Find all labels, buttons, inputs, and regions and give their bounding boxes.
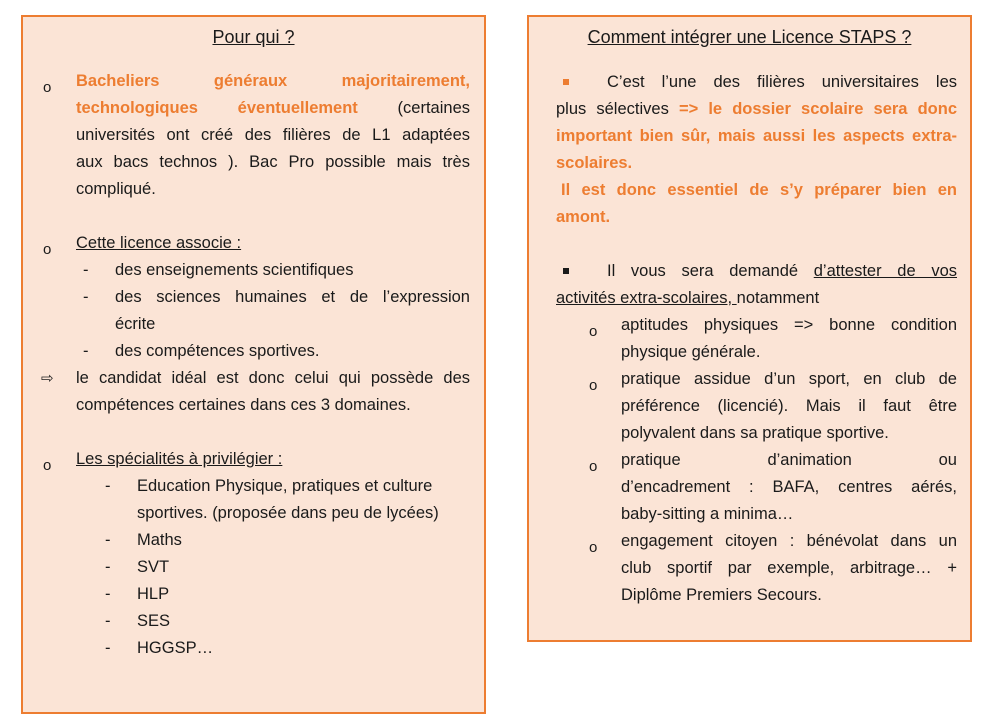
specialite-item: Education Physique, pratiques et culture <box>137 477 433 495</box>
circle-bullet-icon: o <box>43 241 52 258</box>
specialite-item: HLP <box>137 585 170 603</box>
dash-bullet-icon: - <box>83 288 89 306</box>
item2-sub: des compétences sportives. <box>115 342 320 360</box>
item2-sub: des sciences humaines et de l’expression <box>115 288 470 306</box>
item2-sub: écrite <box>115 315 156 333</box>
specialite-item: SVT <box>137 558 170 576</box>
dash-bullet-icon: - <box>105 477 111 495</box>
item1-line3: universités ont créé des filières de L1 adaptées <box>76 126 470 144</box>
specialite-item: SES <box>137 612 171 630</box>
section-title: Pour qui ? <box>212 27 295 47</box>
p2-line1: Il vous sera demandé d’attester de vos <box>607 262 957 280</box>
circle-bullet-icon: o <box>43 79 52 96</box>
dash-bullet-icon: - <box>83 261 89 279</box>
square-bullet-icon <box>563 79 569 85</box>
activity-item: club sportif par exemple, arbitrage… + <box>621 559 957 577</box>
circle-bullet-icon: o <box>589 323 598 340</box>
specialite-item: sportives. (proposée dans peu de lycées) <box>137 504 439 522</box>
item3-heading: Les spécialités à privilégier : <box>76 450 283 468</box>
item1-line2: technologiques éventuellement (certaines <box>76 99 470 117</box>
dash-bullet-icon: - <box>83 342 89 360</box>
activity-item: engagement citoyen : bénévolat dans un <box>621 532 957 550</box>
p1-line6: amont. <box>556 208 611 226</box>
p2-line2: activités extra-scolaires, notamment <box>556 289 820 307</box>
dash-bullet-icon: - <box>105 639 111 657</box>
activity-item: pratique d’animation ou <box>621 451 957 469</box>
specialite-item: HGGSP… <box>137 639 214 657</box>
circle-bullet-icon: o <box>589 458 598 475</box>
item2-sub: des enseignements scientifiques <box>115 261 354 279</box>
item1-line1: Bacheliers généraux majoritairement, <box>76 72 470 90</box>
p1-line1: C’est l’une des filières universitaires les <box>607 73 957 91</box>
activity-item: aptitudes physiques => bonne condition <box>621 316 957 334</box>
conclusion-line1: le candidat idéal est donc celui qui possède des <box>76 369 470 387</box>
dash-bullet-icon: - <box>105 531 111 549</box>
square-bullet-icon <box>563 268 569 274</box>
dash-bullet-icon: - <box>105 585 111 603</box>
item1-line5: compliqué. <box>76 180 156 198</box>
dash-bullet-icon: - <box>105 612 111 630</box>
circle-bullet-icon: o <box>43 457 52 474</box>
item2-heading: Cette licence associe : <box>76 234 242 252</box>
p1-line2: plus sélectives => le dossier scolaire sera donc <box>556 100 957 118</box>
activity-item: d’encadrement : BAFA, centres aérés, <box>621 478 957 496</box>
section-title: Comment intégrer une Licence STAPS ? <box>587 27 912 47</box>
box-comment-integrer <box>527 15 972 642</box>
activity-item: Diplôme Premiers Secours. <box>621 586 822 604</box>
box-pour-qui <box>21 15 486 714</box>
circle-bullet-icon: o <box>589 377 598 394</box>
activity-item: polyvalent dans sa pratique sportive. <box>621 424 889 442</box>
activity-item: physique générale. <box>621 343 761 361</box>
p1-line5: Il est donc essentiel de s’y préparer bien en <box>561 181 957 199</box>
item1-line4: aux bacs technos ). Bac Pro possible mais très <box>76 153 470 171</box>
activity-item: baby-sitting a minima… <box>621 505 794 523</box>
specialite-item: Maths <box>137 531 182 549</box>
activity-item: pratique assidue d’un sport, en club de <box>621 370 957 388</box>
p1-line3: important bien sûr, mais aussi les aspects extra- <box>556 127 957 145</box>
conclusion-line2: compétences certaines dans ces 3 domaines. <box>76 396 411 414</box>
arrow-right-icon: ⇨ <box>41 370 54 387</box>
dash-bullet-icon: - <box>105 558 111 576</box>
p1-line4: scolaires. <box>556 154 633 172</box>
activity-item: préférence (licencié). Mais il faut être <box>621 397 957 415</box>
circle-bullet-icon: o <box>589 539 598 556</box>
